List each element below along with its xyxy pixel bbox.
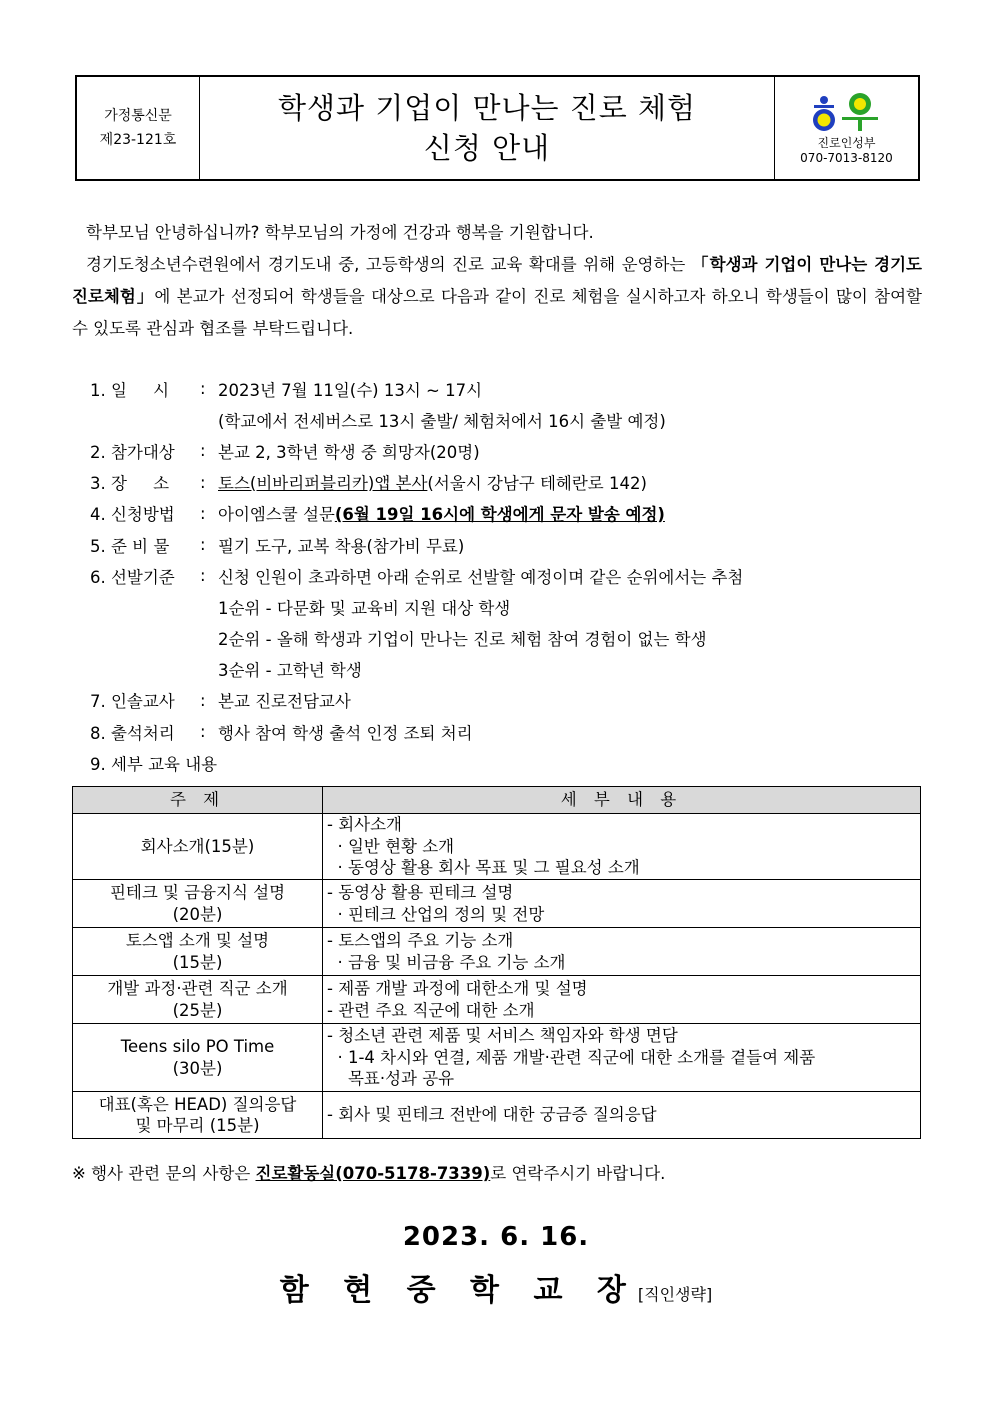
item-label: 5. 준 비 물 <box>90 536 170 556</box>
item-value: 본교 2, 3학년 학생 중 희망자(20명) <box>218 442 480 462</box>
location-name: 토스(비바리퍼블리카)앱 본사 <box>218 474 428 494</box>
apply-method: 아이엠스쿨 설문 <box>218 505 335 525</box>
item-label: 8. 출석처리 <box>90 723 175 743</box>
item-colon: : <box>200 690 206 710</box>
doc-number-box <box>77 77 200 179</box>
detail-line: - 청소년 관련 제품 및 서비스 책임자와 학생 면담 <box>327 1026 678 1046</box>
topic-cell <box>73 1024 323 1092</box>
item-value: 필기 도구, 교복 착용(참가비 무료) <box>218 536 465 556</box>
topic-line: 대표(혹은 HEAD) 질의응답 <box>98 1094 297 1114</box>
table-row <box>73 1092 921 1139</box>
list-item <box>90 529 920 560</box>
list-item <box>90 591 920 622</box>
details-cell <box>323 976 921 1024</box>
topic-cell <box>73 928 323 976</box>
list-item <box>90 373 920 404</box>
priority-1: 1순위 - 다문화 및 교육비 지원 대상 학생 <box>218 598 511 618</box>
item-colon: : <box>200 722 206 742</box>
intro-body <box>72 249 922 345</box>
item-value: 본교 진로전담교사 <box>218 692 351 712</box>
item-colon: : <box>200 379 206 399</box>
item-label: 9. 세부 교육 내용 <box>90 754 218 774</box>
topic-line: (25분) <box>172 1000 223 1020</box>
department-name: 진로인성부 <box>817 136 876 150</box>
list-item <box>90 404 920 435</box>
item-colon: : <box>200 503 206 523</box>
page-title <box>200 77 774 179</box>
topic-line: 핀테크 및 금융지식 설명 <box>109 883 286 902</box>
doc-number: 제23-121호 <box>99 132 177 148</box>
signature <box>0 1265 992 1309</box>
issue-date: 2023. 6. 16. <box>402 1222 590 1252</box>
item-label: 6. 선발기준 <box>90 567 175 587</box>
greeting-paragraph: 학부모님 안녕하십니까? 학부모님의 가정에 건강과 행복을 기원합니다. <box>86 223 594 242</box>
details-cell <box>323 880 921 928</box>
detail-line: · 일반 현황 소개 <box>327 836 455 856</box>
notice-prefix: ※ 행사 관련 문의 사항은 <box>72 1164 256 1183</box>
location-address: (서울시 강남구 테헤란로 142) <box>427 474 647 494</box>
item-value: 2023년 7월 11일(수) 13시 ~ 17시 <box>218 380 483 400</box>
table-row <box>73 880 921 928</box>
detail-line: · 핀테크 산업의 정의 및 전망 <box>327 904 545 924</box>
list-item <box>90 716 920 747</box>
details-cell <box>323 1024 921 1092</box>
seal-note: [직인생략] <box>637 1285 713 1304</box>
table-header-row <box>73 787 921 814</box>
priority-2: 2순위 - 올해 학생과 기업이 만나는 진로 체험 참여 경험이 없는 학생 <box>218 630 707 650</box>
topic-line: 회사소개(15분) <box>140 836 255 856</box>
table-row <box>73 1024 921 1092</box>
list-item <box>90 623 920 654</box>
list-item <box>90 435 920 466</box>
item-value: 신청 인원이 초과하면 아래 순위로 선발할 예정이며 같은 순위에서는 추첨 <box>218 567 744 587</box>
item-colon: : <box>200 535 206 555</box>
topic-cell <box>73 880 323 928</box>
list-item <box>90 560 920 591</box>
intro-paragraph <box>72 249 922 345</box>
details-cell <box>323 814 921 880</box>
item-label: 7. 인솔교사 <box>90 692 175 712</box>
detail-line: - 회사 및 핀테크 전반에 대한 궁금증 질의응답 <box>327 1105 657 1125</box>
apply-note: (6월 19일 16시에 학생에게 문자 발송 예정) <box>334 505 665 525</box>
topic-line: 토스앱 소개 및 설명 <box>125 931 270 950</box>
detail-line: · 동영상 활용 회사 목표 및 그 필요성 소개 <box>327 858 640 878</box>
intro-text-a: 경기도청소년수련원에서 경기도내 중, 고등학생의 진로 교육 확대를 위해 운영하는 <box>86 255 692 274</box>
signer-name: 함 현 중 학 교 장 <box>279 1273 638 1308</box>
detail-line: - 회사소개 <box>327 815 402 835</box>
topic-cell <box>73 976 323 1024</box>
item-label: 3. 장 소 <box>90 474 170 494</box>
topic-line: 및 마무리 (15분) <box>135 1116 260 1135</box>
item-label: 2. 참가대상 <box>90 442 175 462</box>
topic-line: (15분) <box>172 952 223 972</box>
intro-text-c: 에 본교가 선정되어 학생들을 대상으로 다음과 같이 진로 체험을 실시하고자 하오니 학생들이 많이 참여할 수 있도록 관심과 협조를 부탁드립니다. <box>72 287 922 338</box>
list-item <box>90 685 920 716</box>
column-header-details: 세 부 내 용 <box>323 787 921 814</box>
document-header <box>75 75 920 181</box>
department-box <box>774 77 918 179</box>
table-row <box>73 814 921 880</box>
item-colon: : <box>200 472 206 492</box>
topic-line: Teens silo PO Time <box>120 1037 275 1056</box>
topic-line: (20분) <box>172 904 223 924</box>
detail-line: · 금융 및 비금융 주요 기능 소개 <box>327 952 566 972</box>
detail-line: · 1-4 차시와 연결, 제품 개발·관련 직군에 대한 소개를 곁들여 제품 <box>327 1047 816 1067</box>
list-item <box>90 654 920 685</box>
topic-cell <box>73 1092 323 1139</box>
list-item <box>90 498 920 529</box>
department-phone: 070-7013-8120 <box>800 151 893 165</box>
title-line-2: 신청 안내 <box>423 131 551 165</box>
topic-line: (30분) <box>172 1058 223 1078</box>
table-row <box>73 928 921 976</box>
detail-line: 목표·성과 공유 <box>327 1069 455 1089</box>
list-item <box>90 467 920 498</box>
intro-greeting <box>72 217 922 249</box>
schedule-table <box>72 786 921 1139</box>
contact-info: 진로활동실(070-5178-7339) <box>255 1164 491 1183</box>
column-header-topic: 주 제 <box>73 787 323 814</box>
topic-cell <box>73 814 323 880</box>
item-colon: : <box>200 566 206 586</box>
priority-3: 3순위 - 고학년 학생 <box>218 661 362 681</box>
item-value: 행사 참여 학생 출석 인정 조퇴 처리 <box>218 723 473 743</box>
topic-line: 개발 과정·관련 직군 소개 <box>107 979 288 998</box>
info-list <box>90 373 920 778</box>
doc-type: 가정통신문 <box>104 108 172 124</box>
detail-line: - 토스앱의 주요 기능 소개 <box>327 931 514 950</box>
list-item <box>90 747 920 778</box>
detail-line: - 동영상 활용 핀테크 설명 <box>327 883 514 902</box>
details-cell <box>323 1092 921 1139</box>
title-line-1: 학생과 기업이 만나는 진로 체험 <box>277 91 697 125</box>
notice-suffix: 로 연락주시기 바랍니다. <box>490 1164 666 1183</box>
school-logo-icon <box>812 90 882 134</box>
item-value: (학교에서 전세버스로 13시 출발/ 체험처에서 16시 출발 예정) <box>218 411 666 431</box>
detail-line: - 관련 주요 직군에 대한 소개 <box>327 1000 535 1020</box>
item-label: 4. 신청방법 <box>90 505 175 525</box>
table-row <box>73 976 921 1024</box>
detail-line: - 제품 개발 과정에 대한소개 및 설명 <box>327 979 588 998</box>
contact-notice <box>72 1160 665 1184</box>
program-name: 「학생과 기업이 만나는 경기도 진로체험」 <box>72 255 922 306</box>
item-label: 1. 일 시 <box>90 380 170 400</box>
item-colon: : <box>200 441 206 461</box>
details-cell <box>323 928 921 976</box>
